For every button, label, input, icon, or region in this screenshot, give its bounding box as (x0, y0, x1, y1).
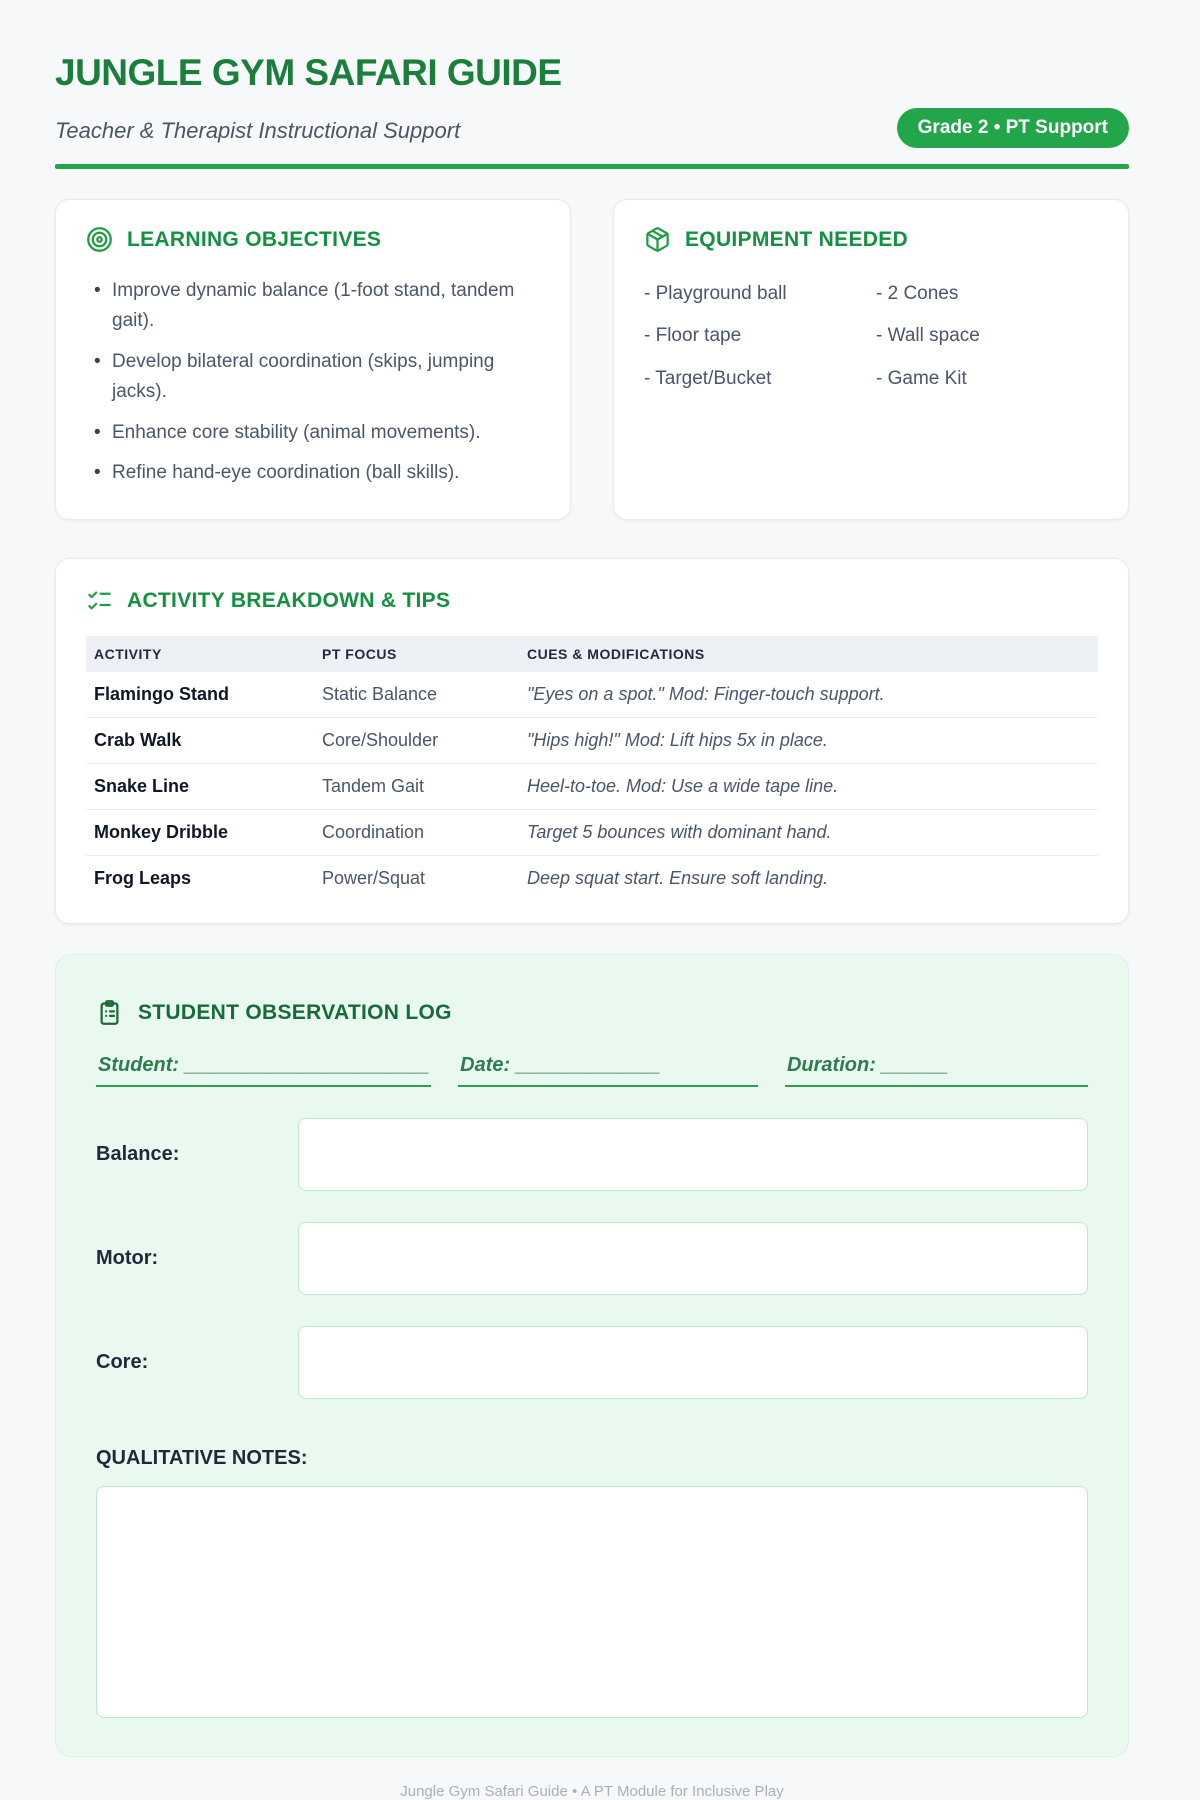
activity-name: Snake Line (86, 764, 314, 810)
cues-modifications: Target 5 bounces with dominant hand. (519, 810, 1098, 856)
objectives-list (86, 271, 540, 493)
pt-focus: Core/Shoulder (314, 718, 519, 764)
table-row (86, 718, 1098, 764)
page (55, 0, 1129, 1800)
student-field[interactable]: Student: ______________________ (96, 1048, 431, 1087)
motor-input-box[interactable] (298, 1222, 1088, 1295)
learning-objectives-title: LEARNING OBJECTIVES (127, 227, 382, 251)
motor-label: Motor: (96, 1247, 159, 1270)
motor-row (96, 1222, 1088, 1295)
equipment-card (613, 199, 1129, 520)
equipment-item: - Floor tape (644, 325, 742, 347)
objective-item: • Enhance core stability (animal movements). (86, 413, 540, 453)
cues-modifications: "Hips high!" Mod: Lift hips 5x in place. (519, 718, 1098, 764)
objective-item: • Improve dynamic balance (1-foot stand, tandem gait). (86, 271, 540, 342)
col-header-activity: ACTIVITY (86, 636, 314, 672)
activity-name: Monkey Dribble (86, 810, 314, 856)
col-header-cues: CUES & MODIFICATIONS (519, 636, 1098, 672)
table-header-row (86, 636, 1098, 672)
activity-table (86, 636, 1098, 901)
equipment-title: EQUIPMENT NEEDED (685, 227, 908, 251)
equipment-item: - Wall space (876, 325, 980, 347)
date-field[interactable]: Date: _____________ (458, 1048, 758, 1087)
pt-focus: Coordination (314, 810, 519, 856)
target-icon (86, 226, 113, 253)
equipment-item: - 2 Cones (876, 283, 959, 304)
equipment-item: - Target/Bucket (644, 367, 772, 389)
top-cards-row (55, 199, 1129, 520)
activity-breakdown-card (55, 558, 1129, 924)
pt-focus: Static Balance (314, 672, 519, 718)
page-title: JUNGLE GYM SAFARI GUIDE (55, 52, 562, 93)
objective-item: • Develop bilateral coordination (skips, jumping jacks). (86, 342, 540, 413)
core-input-box[interactable] (298, 1326, 1088, 1399)
pt-focus: Tandem Gait (314, 764, 519, 810)
student-observation-log (55, 954, 1129, 1757)
table-row (86, 810, 1098, 856)
activity-breakdown-title: ACTIVITY BREAKDOWN & TIPS (127, 588, 451, 612)
cues-modifications: Deep squat start. Ensure soft landing. (527, 868, 829, 889)
clipboard-icon (96, 999, 123, 1026)
pt-focus: Power/Squat (322, 868, 426, 889)
page-subtitle: Teacher & Therapist Instructional Support (55, 118, 461, 143)
balance-label: Balance: (96, 1143, 180, 1166)
learning-objectives-card (55, 199, 571, 520)
equipment-item: - Game Kit (876, 367, 967, 389)
activity-name: Flamingo Stand (86, 672, 314, 718)
header-row (55, 108, 1129, 148)
qualitative-notes-label: QUALITATIVE NOTES: (96, 1447, 308, 1470)
activity-name: Crab Walk (86, 718, 314, 764)
table-row (86, 672, 1098, 718)
core-label: Core: (96, 1351, 149, 1374)
package-icon (644, 226, 671, 253)
observation-fields-row (96, 1048, 1088, 1087)
objective-item: • Refine hand-eye coordination (ball skills). (86, 453, 540, 493)
grade-badge: Grade 2 • PT Support (897, 108, 1129, 148)
page-footer: Jungle Gym Safari Guide • A PT Module for Inclusive Play (400, 1783, 784, 1800)
checklist-icon (86, 587, 113, 614)
cues-modifications: "Eyes on a spot." Mod: Finger-touch support. (519, 672, 1098, 718)
col-header-pt-focus: PT FOCUS (314, 636, 519, 672)
table-row (86, 764, 1098, 810)
cues-modifications: Heel-to-toe. Mod: Use a wide tape line. (519, 764, 1098, 810)
table-row (86, 856, 1098, 902)
qualitative-notes-box[interactable] (96, 1486, 1088, 1718)
activity-name: Frog Leaps (94, 868, 192, 889)
balance-input-box[interactable] (298, 1118, 1088, 1191)
equipment-item: - Playground ball (644, 283, 787, 304)
duration-field[interactable]: Duration: ______ (785, 1048, 1088, 1087)
equipment-list (644, 273, 1098, 400)
observation-log-title: STUDENT OBSERVATION LOG (138, 1000, 452, 1024)
header-divider (55, 164, 1129, 169)
core-row (96, 1326, 1088, 1399)
balance-row (96, 1118, 1088, 1191)
